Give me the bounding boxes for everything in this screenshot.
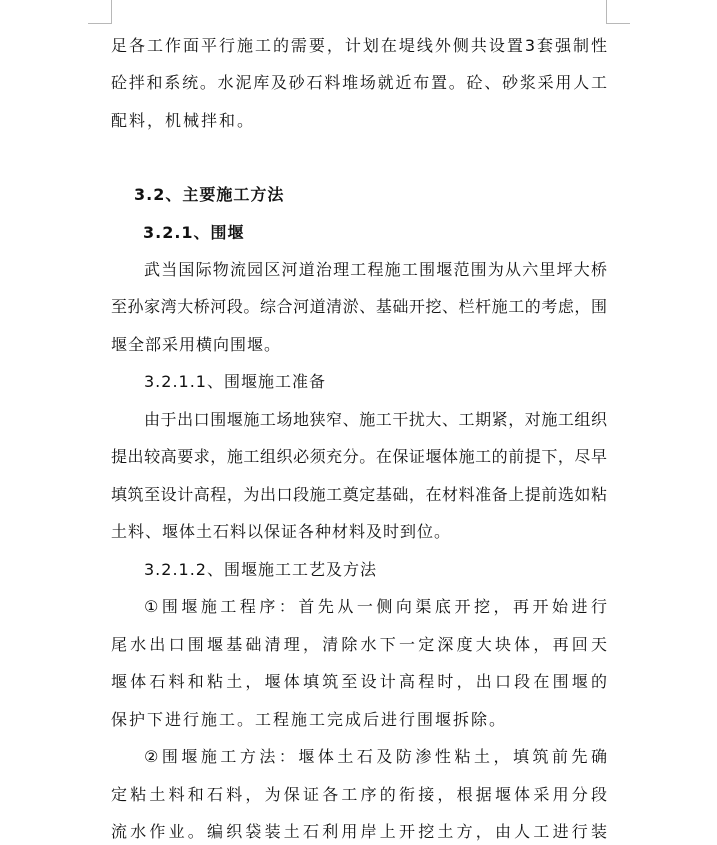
- paragraph-4-line-4: 保护下进行施工。工程施工完成后进行围堰拆除。: [111, 710, 508, 729]
- paragraph-5-line-2: 定粘土料和石料，为保证各工序的衔接，根据堰体采用分段: [111, 785, 607, 804]
- crop-mark-top-left: [88, 23, 112, 24]
- paragraph-3-line-2: 提出较高要求，施工组织必须充分。在保证堰体施工的前提下，尽早: [111, 447, 607, 466]
- paragraph-1-line-3: 配料，机械拌和。: [111, 111, 256, 130]
- paragraph-1-line-2: 砼拌和系统。水泥库及砂石料堆场就近布置。砼、砂浆采用人工: [111, 73, 607, 92]
- crop-mark-top-right: [606, 0, 607, 24]
- crop-mark-top-right: [606, 23, 630, 24]
- paragraph-3-line-3: 填筑至设计高程，为出口段施工奠定基础，在材料准备上提前选如粘: [111, 485, 607, 504]
- paragraph-1-line-1: 足各工作面平行施工的需要，计划在堤线外侧共设置3套强制性: [111, 36, 607, 55]
- heading-3-2-1: 3.2.1、围堰: [143, 223, 245, 242]
- heading-3-2-1-1: 3.2.1.1、围堰施工准备: [144, 372, 326, 391]
- heading-3-2-1-2: 3.2.1.2、围堰施工工艺及方法: [144, 560, 377, 579]
- paragraph-3-line-1: 由于出口围堰施工场地狭窄、施工干扰大、工期紧，对施工组织: [144, 410, 607, 429]
- heading-3-2: 3.2、主要施工方法: [134, 185, 285, 204]
- paragraph-4-line-2: 尾水出口围堰基础清理，清除水下一定深度大块体，再回天: [111, 635, 607, 654]
- paragraph-2-line-2: 至孙家湾大桥河段。综合河道清淤、基础开挖、栏杆施工的考虑，围: [111, 297, 607, 316]
- paragraph-5-line-3: 流水作业。编织袋装土石利用岸上开挖土方，由人工进行装: [111, 822, 607, 841]
- crop-mark-top-left: [111, 0, 112, 24]
- paragraph-2-line-3: 堰全部采用横向围堰。: [111, 335, 282, 354]
- paragraph-5-line-1: ②围堰施工方法：堰体土石及防渗性粘土，填筑前先确: [144, 747, 607, 766]
- paragraph-2-line-1: 武当国际物流园区河道治理工程施工围堰范围为从六里坪大桥: [144, 260, 607, 279]
- paragraph-3-line-4: 土料、堰体土石料以保证各种材料及时到位。: [111, 522, 452, 541]
- paragraph-4-line-1: ①围堰施工程序：首先从一侧向渠底开挖，再开始进行: [144, 597, 607, 616]
- paragraph-4-line-3: 堰体石料和粘土，堰体填筑至设计高程时，出口段在围堰的: [111, 672, 607, 691]
